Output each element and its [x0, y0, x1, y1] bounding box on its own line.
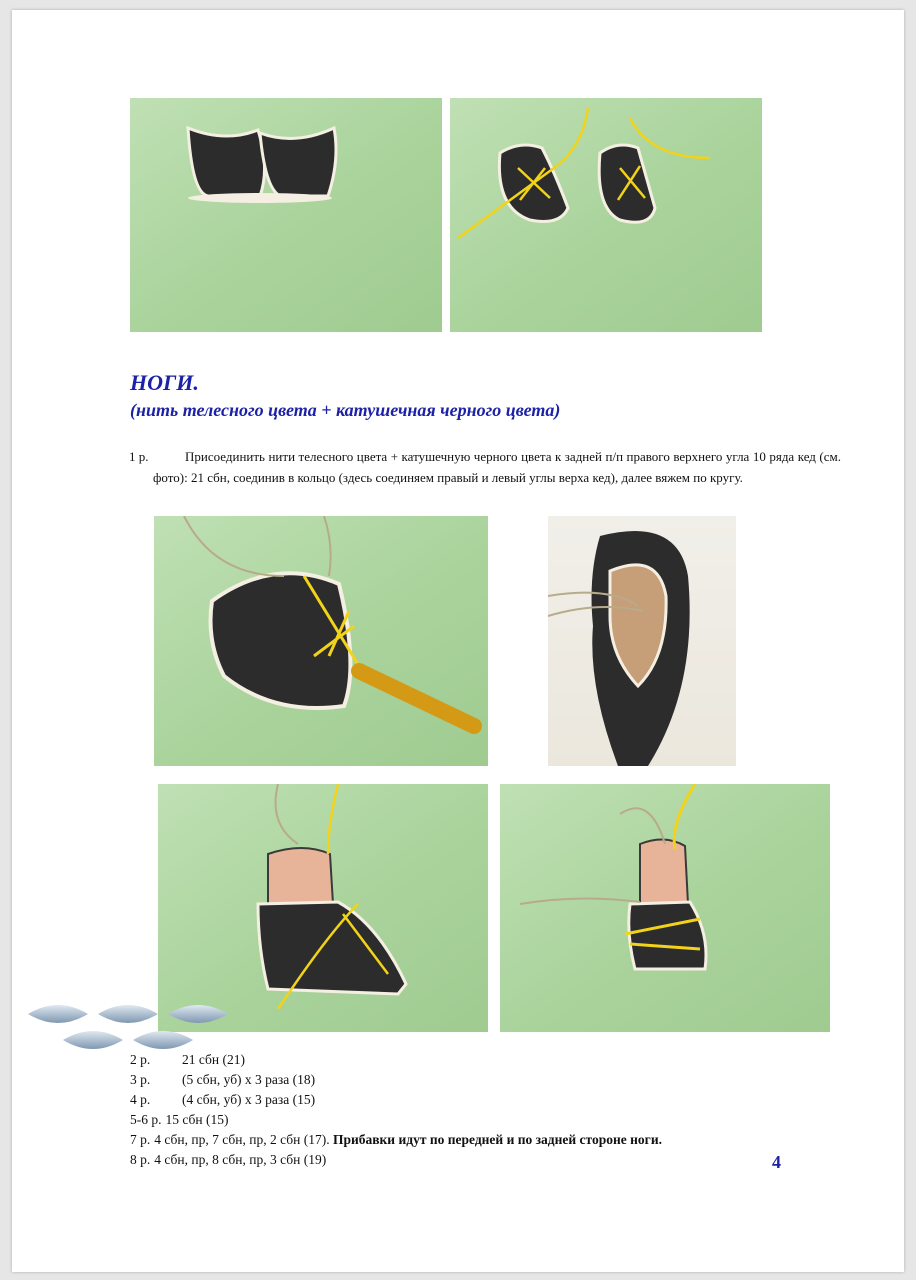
- attaching-thread-illustration: [154, 516, 488, 766]
- row-number: 5-6 р.: [130, 1112, 162, 1127]
- sneakers-back-illustration: [130, 98, 442, 332]
- row-1-text: Присоединить нити телесного цвета + катушечную черного цвета к задней п/п правого верхнего угла 10 ряда кед (см. фото): 21 сбн, соединив в кольцо (здесь соединяем правый и левый углы верха кед), далее вяжем по кругу.: [153, 449, 841, 485]
- row-text: (5 сбн, уб) х 3 раза (18): [182, 1072, 316, 1087]
- row-instruction: [130, 1150, 810, 1170]
- row-note: Прибавки идут по передней и по задней стороне ноги.: [332, 1132, 662, 1147]
- row-instruction: [130, 1050, 810, 1070]
- photo-attaching-thread: [154, 516, 488, 766]
- page-number: 4: [772, 1152, 781, 1172]
- sneaker-top-view-illustration: [548, 516, 736, 766]
- section-subheading: (нить телесного цвета + катушечная черного цвета): [130, 400, 561, 420]
- row-number: 4 р.: [130, 1092, 151, 1107]
- photo-leg-progress-2: [500, 784, 830, 1032]
- photo-sneaker-top-view: [548, 516, 736, 766]
- row-text: 21 сбн (21): [182, 1052, 245, 1067]
- section-heading: НОГИ.: [130, 370, 199, 395]
- row-number: 2 р.: [130, 1052, 151, 1067]
- row-number: 7 р.: [130, 1132, 151, 1147]
- row-text: (4 сбн, уб) х 3 раза (15): [182, 1092, 316, 1107]
- row-1-number: 1 р.: [129, 449, 149, 464]
- document-page: [12, 10, 904, 1272]
- row-text: 4 сбн, пр, 8 сбн, пр, 3 сбн (19): [154, 1152, 327, 1167]
- row-text: 15 сбн (15): [165, 1112, 229, 1127]
- photo-leg-progress-1: [158, 784, 488, 1032]
- leg-progress-2-illustration: [500, 784, 830, 1032]
- photo-sneakers-front-view: [450, 98, 762, 332]
- rows-instructions: [130, 1050, 810, 1170]
- row-text: 4 сбн, пр, 7 сбн, пр, 2 сбн (17).: [154, 1132, 330, 1147]
- row-instruction: [130, 1090, 810, 1110]
- leg-progress-1-illustration: [158, 784, 488, 1032]
- row-instruction: [130, 1110, 810, 1130]
- sneakers-front-illustration: [450, 98, 762, 332]
- row-number: 3 р.: [130, 1072, 151, 1087]
- row-number: 8 р.: [130, 1152, 151, 1167]
- row-instruction: [130, 1070, 810, 1090]
- row-1-instruction: [129, 446, 841, 488]
- row-instruction: [130, 1130, 810, 1150]
- photo-sneakers-back-view: [130, 98, 442, 332]
